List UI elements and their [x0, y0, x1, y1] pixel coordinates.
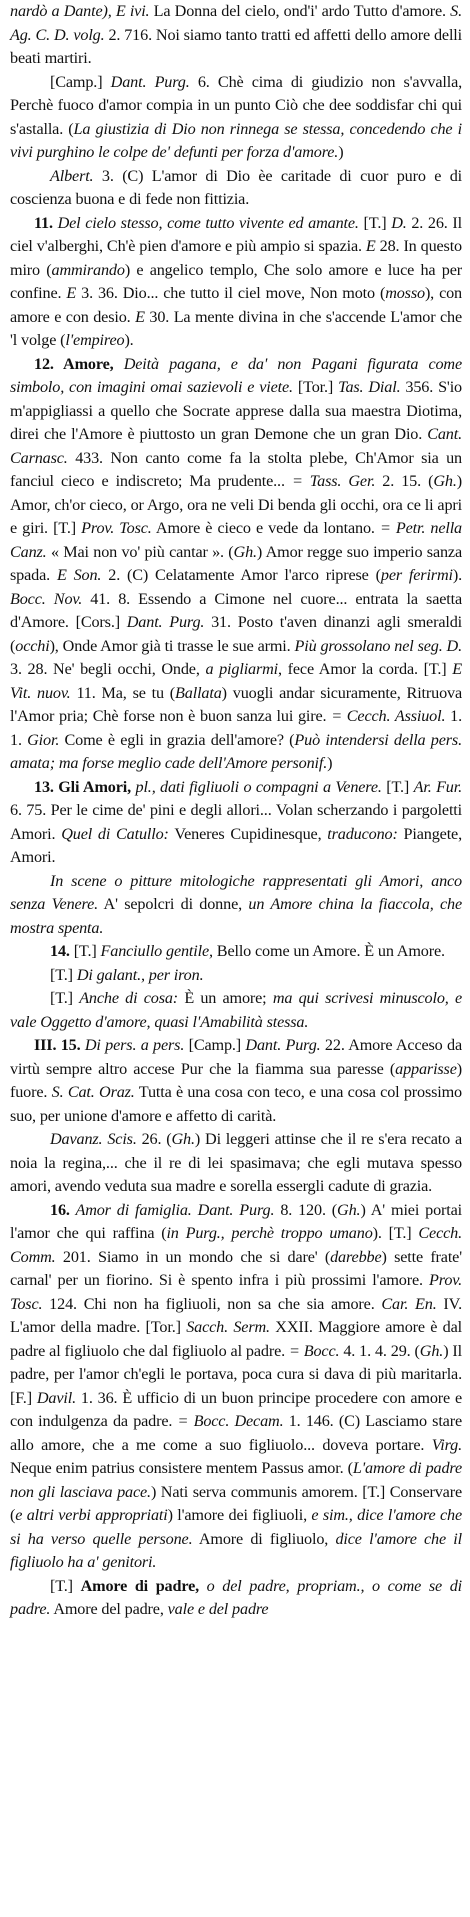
body-text: 8. 120. ( — [274, 1200, 338, 1219]
entry-heading: 13. Gli Amori, — [34, 777, 132, 796]
italic-text: Amor di famiglia. Dant. Purg. — [69, 1200, 275, 1219]
italic-text: Gh. — [171, 1130, 195, 1148]
body-text: ) Di leggeri attinse che il re s'era recato a noia la regina,... che il re di lei spasimava; che egli mutava spesso amori, avendo veduta sua madre e sorella essergli cadute di grazia. — [10, 1130, 462, 1195]
italic-text: traducono: — [327, 824, 398, 843]
entry-paragraph — [10, 964, 462, 988]
body-text: Bello come un Amore. È un Amore. — [212, 942, 445, 960]
italic-text: a pigliarmi — [205, 660, 279, 678]
italic-text: L'amore di padre non gli lasciava pace. — [10, 1459, 462, 1501]
italic-text: In scene o pitture mitologiche rappresentati gli Amori, anco senza Venere. — [10, 871, 462, 913]
body-text: [T.] — [50, 989, 80, 1007]
italic-text: Anche di cosa: — [79, 989, 179, 1007]
italic-text: in Purg., perchè troppo umano — [166, 1224, 373, 1242]
body-text: ) — [327, 754, 333, 772]
entry-heading: Amore di padre, — [80, 1576, 200, 1595]
italic-text: o del padre, propriam., o come se di padre. — [10, 1576, 462, 1618]
italic-text: Tas. Dial. — [338, 378, 401, 396]
entry-heading: III. 15. — [34, 1036, 81, 1054]
entry-paragraph — [10, 1575, 462, 1622]
italic-text: Cant. Carnasc. — [10, 425, 462, 467]
italic-text: Più grossolano nel seg. D. — [294, 636, 462, 655]
body-text: 1. 146. (C) Lasciamo stare allo amore, che a me come a suo figliuolo... doveva portare. — [10, 1412, 462, 1454]
body-text: 22. Amore Acceso da virtù sempre altro accese Pur che la fiamma sua paresse ( — [10, 1036, 462, 1078]
italic-text: Davanz. Scis. — [50, 1130, 137, 1148]
italic-text: occhi — [15, 636, 50, 655]
italic-text: Cecch. Comm. — [10, 1224, 462, 1266]
entry-paragraph — [10, 987, 462, 1034]
italic-text: Può intendersi della pers. amata; ma forse meglio cade dell'Amore personif. — [10, 730, 462, 772]
body-text: ), con amore e con desio. — [10, 284, 462, 326]
entry-paragraph — [10, 1199, 462, 1575]
italic-text: Dant. Purg. — [245, 1036, 321, 1054]
body-text: 1. 1. — [10, 707, 462, 749]
italic-text: dice l'amore che il figliuolo ha a' genitori. — [10, 1529, 462, 1571]
body-text: Piangete, Amori. — [10, 824, 462, 866]
body-text: 30. La mente divina in che s'accende L'amor che 'l volge ( — [10, 307, 462, 349]
italic-text: ammirando — [51, 260, 125, 279]
body-text: ) Il padre, per l'amor ch'egli le portava, poca cura si dava di più maritarla. [F.] — [10, 1341, 462, 1407]
body-text: ). — [452, 566, 462, 584]
italic-text: e altri verbi appropriati — [15, 1506, 168, 1524]
body-text: 6. Chè cima di giudizio non s'avvalla, Perchè fuoco d'amor compia in un punto Ciò che dee soddisfar chi qui s'astalla. ( — [10, 72, 463, 138]
italic-text: Bocc. Nov. — [10, 589, 83, 608]
italic-text: Gior. — [27, 730, 60, 749]
body-text: ) fuore. — [10, 1059, 462, 1101]
body-text: Amore del padre, — [50, 1600, 168, 1618]
italic-text: E Vit. nuov. — [10, 660, 462, 702]
entry-paragraph — [10, 1128, 462, 1199]
italic-text: E — [135, 307, 145, 326]
italic-text: = Cecch. Assiuol. — [331, 707, 446, 725]
body-text: 1. 36. È ufficio di un buon principe procedere con amore e con indulgenza da padre. — [10, 1388, 462, 1430]
body-text: IV. L'amor della madre. [Tor.] — [10, 1294, 462, 1336]
entry-paragraph — [10, 71, 462, 165]
italic-text: Virg. — [431, 1435, 462, 1454]
italic-text: D. — [391, 213, 407, 232]
entry-paragraph — [10, 940, 462, 964]
italic-text: Del cielo stesso, come tutto vivente ed amante. — [52, 213, 359, 232]
italic-text: Di galant., per iron. — [76, 965, 204, 984]
body-text: ) sette frate' carnal' per un fiorino. Si è spento infra i più prossimi l'amore. — [10, 1247, 462, 1289]
italic-text: Dant. Purg. — [110, 72, 190, 91]
body-text: « Mai non vo' più cantar ». ( — [46, 542, 234, 561]
italic-text: Dant. Purg. — [126, 613, 205, 631]
italic-text: darebbe — [330, 1247, 382, 1266]
body-text: [T.] — [50, 965, 77, 984]
italic-text: apparisse — [395, 1059, 457, 1078]
body-text: 356. S'io m'appigliassi a quello che Socrate apprese dalla sua maestra Diotima, direi che l'Amore è piuttosto un gran Demone che un gran Dio. — [10, 378, 462, 443]
italic-text: ma qui scrivesi minuscolo, e vale Oggetto d'amore, quasi l'Amabilità stessa. — [10, 989, 462, 1031]
italic-text: l'empireo — [65, 331, 125, 349]
entry-paragraph — [10, 353, 462, 776]
body-text: [T.] — [69, 942, 101, 960]
italic-text: Deità pagana, e da' non Pagani figurata come simbolo, con imagini omai sazievoli e viete. — [10, 354, 462, 396]
body-text: ) l'amore dei figliuoli, — [167, 1506, 312, 1524]
italic-text: nardò a Dante), E ivi. — [10, 2, 154, 20]
body-text: 201. Siamo in un mondo che si dare' ( — [55, 1247, 331, 1266]
italic-text: Gh. — [419, 1341, 444, 1360]
body-text: 28. In questo miro ( — [10, 237, 462, 279]
body-text: ). — [124, 331, 134, 349]
italic-text: Gh. — [233, 542, 257, 561]
italic-text: E — [365, 237, 376, 255]
italic-text: = Bocc. Decam. — [177, 1412, 284, 1430]
body-text: 6. 75. Per le cime de' pini e degli allori... Volan scherzando i pargoletti Amori. — [10, 801, 462, 843]
entry-heading: 14. — [50, 942, 70, 960]
body-text: ) e angelico templo, Che solo amore e luce ha per confine. — [10, 260, 462, 302]
italic-text: Gh. — [337, 1200, 361, 1219]
body-text: 41. 8. Essendo a Cimone nel cuore... entrata la saetta d'Amore. [Cors.] — [10, 589, 463, 631]
italic-text: E — [66, 284, 77, 302]
italic-text: Prov. Tosc. — [10, 1271, 462, 1313]
italic-text: = Petr. nella Canz. — [10, 519, 463, 561]
body-text: ) Amor, ch'or cieco, or Argo, ora ne veli Di benda gli occhi, ora ce li apri e giri. [T.] — [10, 472, 462, 537]
body-text: 3. (C) L'amor di Dio èe caritade di cuor puro e di coscienza buona e di fede non fittizia. — [10, 166, 462, 208]
italic-text: S. Ag. C. D. volg. — [10, 2, 462, 44]
italic-text: Ballata — [175, 683, 222, 702]
body-text: [T.] — [381, 777, 414, 796]
body-text: ) vuogli andar sicuramente, Ritruova l'Amor pria; Chè forse non è buon sanza lui gire. — [10, 683, 462, 725]
italic-text: e sim., dice l'amore che si ha verso quelle persone. — [10, 1506, 462, 1548]
body-text: [Camp.] — [50, 72, 111, 91]
body-text: Tutta è una cosa con teco, e una cosa col prossimo suo, per unione d'amore e affetto di carità. — [10, 1083, 462, 1125]
body-text: 3. 28. Ne' begli occhi, Onde, — [10, 660, 206, 678]
italic-text: Prov. Tosc. — [81, 519, 152, 537]
italic-text: Quel di Catullo: — [61, 824, 169, 843]
italic-text: un Amore china la fiaccola, che mostra spenta. — [10, 895, 463, 937]
body-text: ) A' miei portai l'amor che qui raffina ( — [10, 1200, 462, 1242]
entry-heading: 12. Amore, — [34, 354, 114, 373]
body-text: XXII. Maggiore amore è dal padre al figliuolo che dal figliuolo al padre. — [10, 1318, 463, 1360]
italic-text: E Son. — [56, 566, 102, 584]
italic-text: Di pers. a pers. — [80, 1036, 185, 1054]
italic-text: Albert. — [50, 166, 94, 185]
body-text: [T.] — [50, 1576, 81, 1595]
body-text: Neque enim patrius consistere mentem Passus amor. ( — [10, 1459, 353, 1477]
entry-paragraph — [10, 212, 462, 353]
body-text: ), Onde Amor già ti trasse le sue armi. — [49, 636, 295, 655]
italic-text: Fanciullo gentile, — [100, 942, 213, 960]
body-text: ) Amor regge suo imperio sanza spada. — [10, 542, 462, 584]
italic-text: S. Cat. Oraz. — [51, 1083, 135, 1101]
body-text: 2. 26. Il ciel v'alberghi, Ch'è pien d'amore e più ampio si spazia. — [10, 213, 462, 255]
entry-paragraph — [10, 776, 462, 870]
body-text: 26. ( — [136, 1130, 172, 1148]
dictionary-entry-text — [10, 0, 462, 1622]
body-text: [T.] — [358, 213, 392, 232]
italic-text: vale e del padre — [167, 1600, 269, 1618]
body-text: 11. Ma, se tu ( — [70, 683, 176, 702]
body-text: ). [T.] — [372, 1224, 419, 1242]
body-text: ) — [338, 143, 344, 161]
body-text: A' sepolcri di donne, — [98, 895, 249, 913]
body-text: Veneres Cupidinesque, — [168, 824, 328, 843]
italic-text: Sacch. Serm. — [186, 1318, 270, 1336]
body-text: 433. Non canto come fa la stolta plebe, Ch'Amor sia un fanciul cieco e indiscreto; Ma prudente... — [10, 448, 462, 490]
italic-text: Car. En. — [381, 1294, 437, 1313]
italic-text: Gh. — [433, 472, 457, 490]
body-text: 124. Chi non ha figliuoli, non sa che sia amore. — [42, 1294, 382, 1313]
body-text: Amore di figliuolo, — [192, 1529, 336, 1548]
entry-heading: 16. — [50, 1200, 70, 1219]
entry-paragraph — [10, 0, 462, 71]
body-text: È un amore; — [178, 989, 273, 1007]
entry-paragraph — [10, 870, 462, 941]
entry-paragraph — [10, 165, 462, 212]
italic-text: pl., dati figliuoli o compagni a Venere. — [131, 777, 382, 796]
italic-text: mosso — [385, 284, 425, 302]
body-text: 3. 36. Dio... che tutto il ciel move, Non moto ( — [76, 284, 386, 302]
italic-text: Davil. — [36, 1388, 76, 1407]
italic-text: = Tass. Ger. — [291, 472, 376, 490]
body-text: 2. 15. ( — [375, 472, 434, 490]
body-text: 4. 1. 4. 29. ( — [339, 1341, 420, 1360]
body-text: 31. Posto t'aven dinanzi agli smeraldi ( — [10, 613, 462, 655]
entry-heading: 11. — [34, 213, 53, 232]
body-text: Amore è cieco e vede da lontano. — [151, 519, 380, 537]
body-text: La Donna del cielo, ond'i' ardo Tutto d'amore. — [153, 2, 451, 20]
italic-text: per ferirmi — [380, 566, 453, 584]
body-text: 2. (C) Celatamente Amor l'arco riprese ( — [101, 566, 381, 584]
body-text: 2. 716. Noi siamo tanto tratti ed affetti dello amore delli beati martiri. — [10, 25, 463, 67]
body-text: , fece Amor la corda. [T.] — [278, 660, 453, 678]
italic-text: La giustizia di Dio non rinnega se stessa, concedendo che i vivi purghino le colpe de' defunti per forza d'amore. — [10, 119, 462, 161]
body-text: [Tor.] — [292, 378, 339, 396]
italic-text: = Bocc. — [288, 1341, 340, 1360]
body-text: Come è egli in grazia dell'amore? ( — [59, 730, 295, 749]
italic-text: Ar. Fur. — [413, 777, 463, 796]
body-text: [Camp.] — [184, 1036, 246, 1054]
entry-paragraph — [10, 1034, 462, 1128]
body-text: ) Nati serva communis amorem. [T.] Conservare ( — [10, 1482, 462, 1524]
